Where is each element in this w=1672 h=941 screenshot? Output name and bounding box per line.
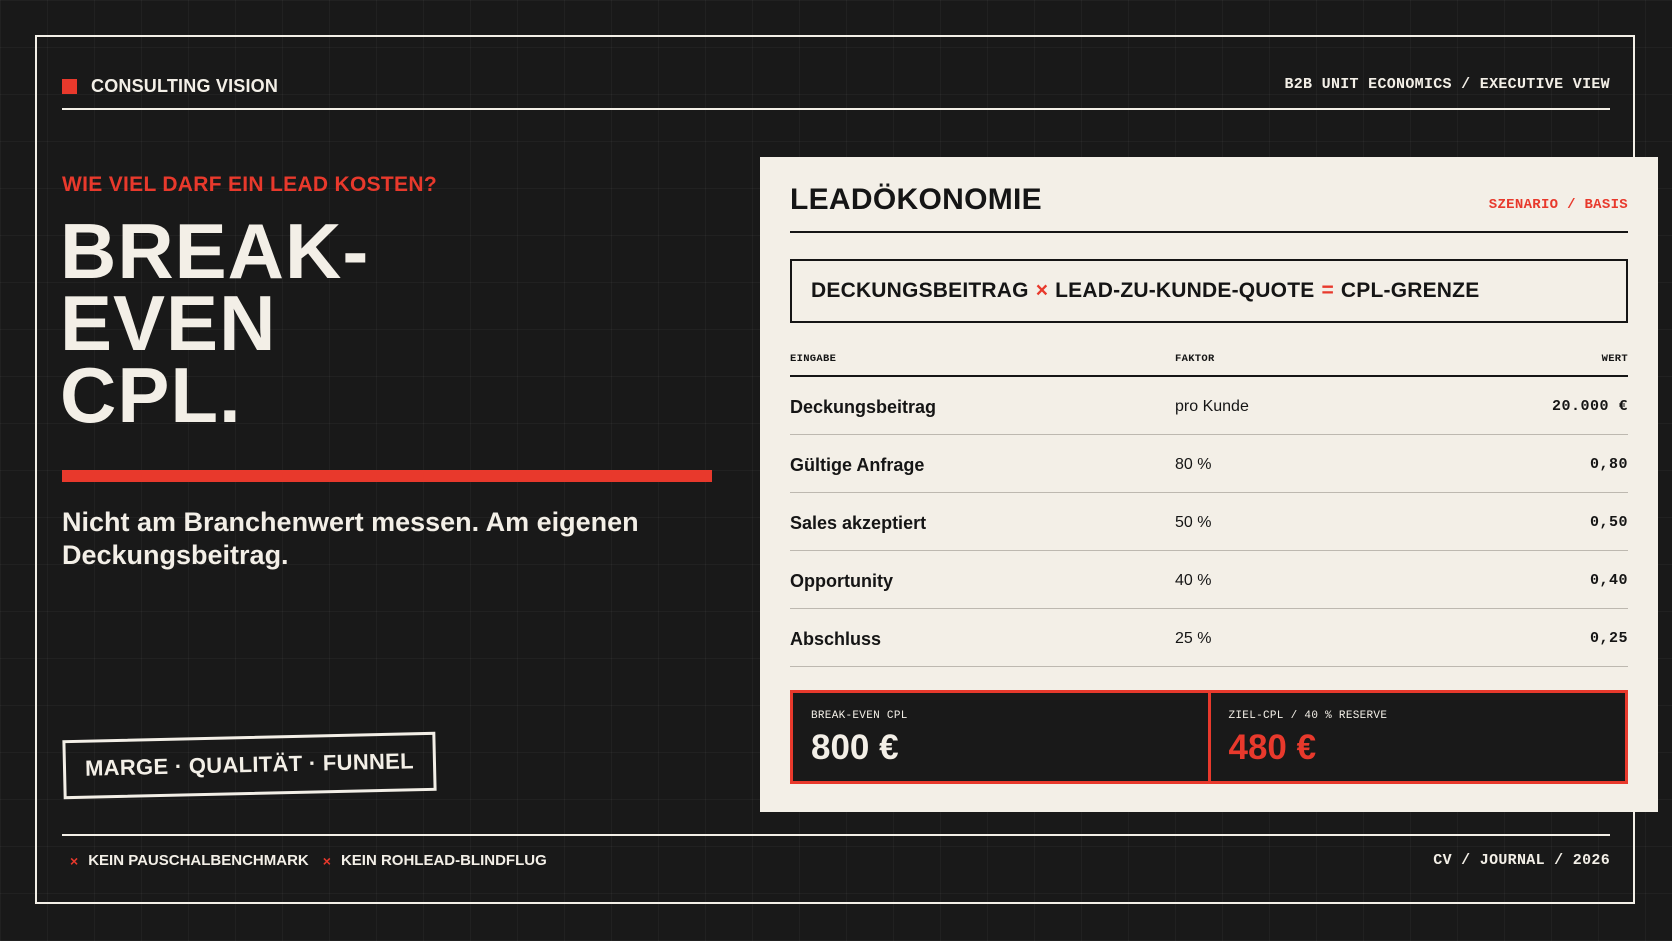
footer-notes [70,852,561,869]
brand-square-icon [62,79,77,94]
row-value: 0,50 [1589,514,1628,531]
subline: Nicht am Branchenwert messen. Am eigenen Deckungsbeitrag. [62,507,639,570]
header-meta: B2B UNIT ECONOMICS / EXECUTIVE VIEW [1284,76,1610,93]
table-row [790,377,1628,435]
row-value: 0,25 [1589,630,1628,647]
footer-note: KEIN ROHLEAD-BLINDFLUG [340,852,547,869]
accent-bar [62,470,712,482]
header [62,72,1610,110]
row-input: Abschluss [790,629,882,649]
column-header-factor: FAKTOR [1175,353,1215,365]
row-factor: 40 % [1175,572,1212,589]
row-input: Opportunity [790,571,893,591]
brand-label: CONSULTING VISION [91,76,279,96]
headline-line: CPL. [60,351,242,439]
formula-term: LEAD-ZU-KUNDE-QUOTE [1055,279,1315,302]
column-header-value: WERT [1601,353,1628,365]
equals-icon: = [1321,279,1334,302]
footer-divider [62,834,1610,836]
headline [60,207,370,439]
multiply-icon: × [1035,279,1049,302]
result-label: ZIEL-CPL / 40 % RESERVE [1228,710,1388,722]
row-input: Deckungsbeitrag [790,397,937,417]
cross-icon: × [322,852,331,869]
footer-meta: CV / JOURNAL / 2026 [1433,852,1610,869]
cross-icon: × [70,852,79,869]
row-value: 20.000 € [1551,398,1628,415]
target-cpl-result [1208,693,1626,781]
break-even-result [793,693,1208,781]
lead-economics-card [760,157,1658,812]
row-value: 0,40 [1589,572,1628,589]
row-factor: 80 % [1175,456,1212,473]
table-row [790,609,1628,667]
scenario-label: SZENARIO / BASIS [1488,197,1628,213]
table-row [790,551,1628,609]
table-row [790,493,1628,551]
result-value: 480 € [1228,728,1317,767]
result-label: BREAK-EVEN CPL [811,710,908,722]
row-input: Gültige Anfrage [790,455,925,475]
brand [62,76,278,97]
formula-term: DECKUNGSBEITRAG [811,279,1029,302]
headline-line: EVEN [60,279,277,367]
tag-box: MARGE · QUALITÄT · FUNNEL [62,732,436,799]
card-title: LEADÖKONOMIE [790,183,1042,216]
table-row [790,435,1628,493]
formula-box [790,259,1628,323]
row-factor: 50 % [1175,514,1212,531]
row-value: 0,80 [1589,456,1628,473]
row-factor: 25 % [1175,630,1212,647]
column-header-input: EINGABE [790,353,837,365]
footer-note: KEIN PAUSCHALBENCHMARK [88,852,309,869]
divider [790,231,1628,233]
kicker: WIE VIEL DARF EIN LEAD KOSTEN? [62,173,437,196]
results-panel [790,690,1628,784]
headline-line: BREAK- [60,207,370,295]
result-value: 800 € [811,728,899,767]
row-factor: pro Kunde [1175,398,1249,415]
formula-term: CPL-GRENZE [1340,279,1480,302]
row-input: Sales akzeptiert [790,513,927,533]
